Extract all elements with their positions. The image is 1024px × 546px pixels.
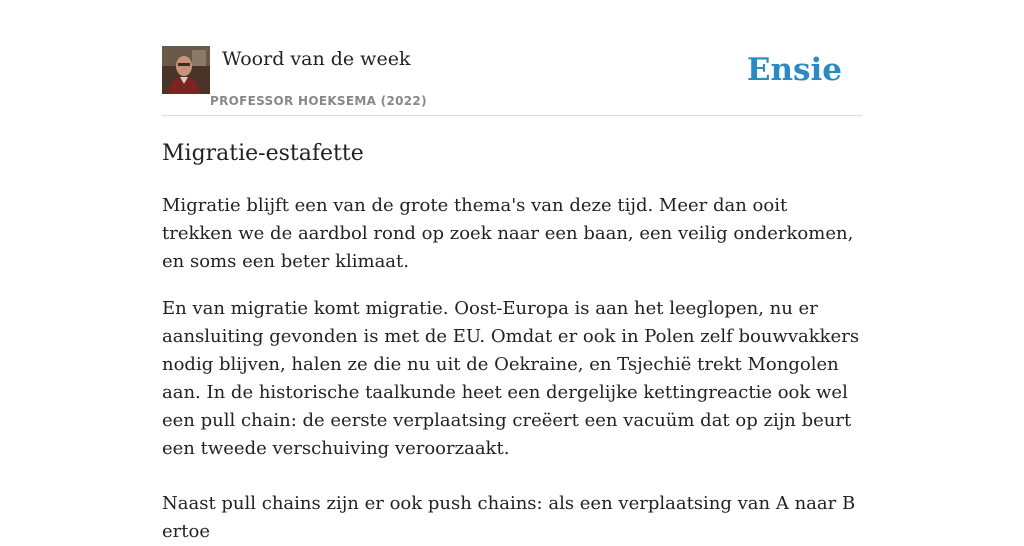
article-paragraph: Naast pull chains zijn er ook push chains: als een verplaatsing van A naar B ertoe bbox=[162, 493, 856, 542]
author-name[interactable]: PROFESSOR HOEKSEMA (2022) bbox=[210, 94, 427, 108]
author-avatar[interactable] bbox=[162, 46, 210, 94]
ensie-logo[interactable]: Ensie bbox=[746, 52, 842, 88]
article-title: Migratie-estafette bbox=[162, 141, 364, 166]
article-header bbox=[162, 46, 862, 116]
article-body bbox=[162, 138, 862, 546]
article-paragraph: En van migratie komt migratie. Oost-Europa is aan het leeglopen, nu er aansluiting gevonden is met de EU. Omdat er ook in Polen zelf bouwvakkers nodig blijven, halen ze die nu uit de Oekraine, en Tsjechië trekt Mongolen aan. In de historische taalkunde heet een dergelijke kettingreactie ook wel een pull chain: de eerste verplaatsing creëert een vacuüm dat op zijn beurt een tweede verschuiving veroorzaakt. bbox=[162, 298, 860, 459]
article-paragraph: Migratie blijft een van de grote thema's van deze tijd. Meer dan ooit trekken we de aardbol rond op zoek naar een baan, een veilig onderkomen, en soms een beter klimaat. bbox=[162, 195, 854, 272]
person-avatar-icon bbox=[162, 46, 210, 94]
column-title[interactable]: Woord van de week bbox=[222, 48, 411, 70]
